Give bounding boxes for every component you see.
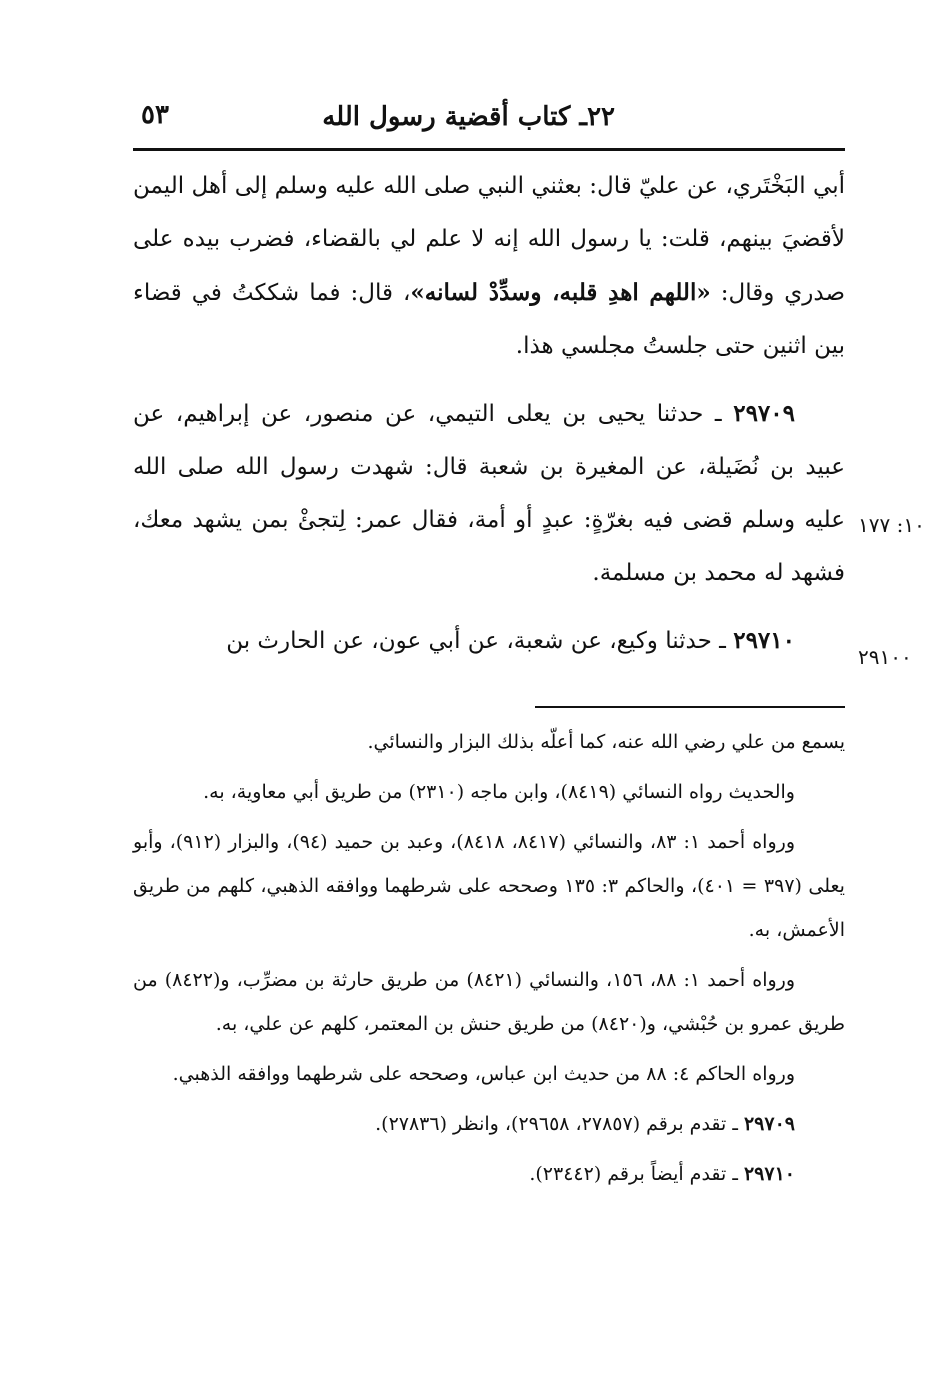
footnote-line: ورواه الحاكم ٤: ٨٨ من حديث ابن عباس، وصححه على شرطهما ووافقه الذهبي. — [172, 1063, 795, 1085]
hadith-number: ٢٩٧٠٩ — [733, 400, 795, 427]
footnotes — [133, 720, 845, 1202]
footnote-divider — [535, 706, 845, 708]
footnote-number: ٢٩٧٠٩ — [743, 1113, 795, 1135]
chapter-title: ٢٢ـ كتاب أقضية رسول الله — [322, 102, 615, 132]
page-header — [133, 96, 845, 146]
main-text — [133, 160, 845, 668]
page-number: ٥٣ — [141, 100, 169, 130]
margin-reference: ٢٩١٠٠ — [858, 645, 912, 669]
footnote-line: والحديث رواه النسائي (٨٤١٩)، وابن ماجه (٢٣١٠) من طريق أبي معاوية، به. — [203, 781, 795, 803]
paragraph-text-end: ، قال: فما شككتُ في قضاء بين اثنين حتى جلستُ مجلسي هذا. — [133, 280, 845, 359]
footnote-line: يسمع من علي رضي الله عنه، كما أعلّه بذلك البزار والنسائي. — [367, 731, 845, 753]
footnote-line: ورواه أحمد ١: ٨٨، ١٥٦، والنسائي (٨٤٢١) من طريق حارثة بن مضرِّب، و(٨٤٢٢) من طريق عمرو بن حُبْشي، و(٨٤٢٠) من طريق حنش بن المعتمر، كلهم عن علي، به. — [133, 969, 845, 1035]
quoted-supplication: «اللهم اهدِ قلبه، وسدِّدْ لسانه» — [410, 279, 711, 306]
footnote-text: ـ تقدم أيضاً برقم (٢٣٤٤٢). — [529, 1163, 744, 1185]
margin-reference: ١٠: ١٧٧ — [858, 513, 925, 537]
hadith-text: ـ حدثنا وكيع، عن شعبة، عن أبي عون، عن الحارث بن — [226, 628, 734, 654]
footnote-text: ـ تقدم برقم (٢٧٨٥٧، ٢٩٦٥٨)، وانظر (٢٧٨٣٦). — [375, 1113, 744, 1135]
footnote-number: ٢٩٧١٠ — [743, 1163, 795, 1185]
footnote-ref — [133, 1152, 845, 1196]
footnote-ref — [133, 1102, 845, 1146]
header-divider — [133, 148, 845, 151]
hadith-text: ـ حدثنا يحيى بن يعلى التيمي، عن منصور، عن إبراهيم، عن عبيد بن نُضَيلة، عن المغيرة بن شعبة قال: شهدت رسول الله صلى الله عليه وسلم قضى فيه بغرّةٍ: عبدٍ أو أمة، فقال عمر: لِتجئْ بمن يشهد معك، فشهد له محمد بن مسلمة. — [133, 401, 845, 586]
hadith-29709 — [133, 387, 845, 600]
paragraph-continuation — [133, 160, 845, 373]
hadith-29710 — [133, 614, 845, 668]
footnote-line: ورواه أحمد ١: ٨٣، والنسائي (٨٤١٧، ٨٤١٨)، وعبد بن حميد (٩٤)، والبزار (٩١٢)، وأبو يعلى (٣٩٧ = ٤٠١)، والحاكم ٣: ١٣٥ وصححه على شرطهما ووافقه الذهبي، كلهم من طريق الأعمش، به. — [133, 831, 845, 941]
paragraph-text: أبي البَخْتَري، عن عليّ قال: بعثني النبي صلى الله عليه وسلم إلى أهل اليمن لأقضيَ بينهم، قلت: يا رسول الله إنه لا علم لي بالقضاء، فضرب بيده على صدري وقال: — [133, 173, 846, 306]
hadith-number: ٢٩٧١٠ — [733, 627, 795, 654]
